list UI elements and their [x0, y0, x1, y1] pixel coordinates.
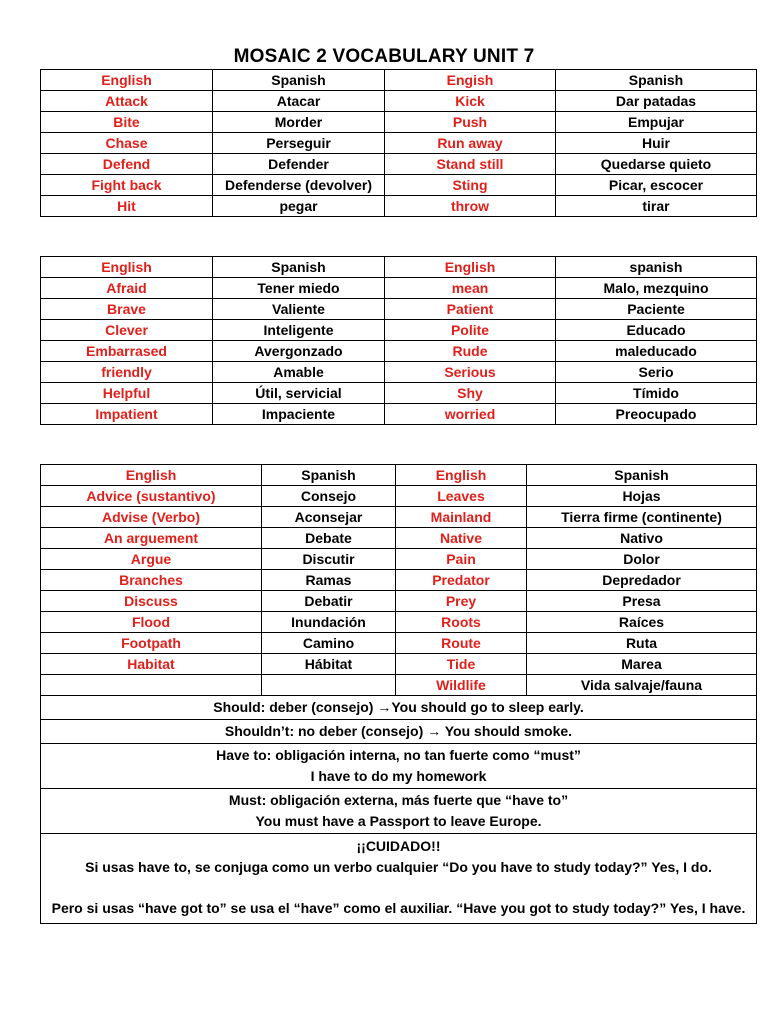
spanish-word: Útil, servicial: [213, 383, 385, 404]
english-word: Afraid: [41, 278, 213, 299]
table-row: [41, 633, 757, 654]
english-word: Leaves: [396, 486, 527, 507]
spanish-word: Empujar: [556, 112, 757, 133]
spanish-word: Hábitat: [262, 654, 396, 675]
english-word: Serious: [385, 362, 556, 383]
english-word: Roots: [396, 612, 527, 633]
spanish-word: Ruta: [527, 633, 757, 654]
spanish-word: Debatir: [262, 591, 396, 612]
spanish-word: Valiente: [213, 299, 385, 320]
spanish-word: Debate: [262, 528, 396, 549]
note-should: Should: deber (consejo) →You should go to sleep early.: [41, 696, 757, 720]
english-word: Polite: [385, 320, 556, 341]
english-word: Rude: [385, 341, 556, 362]
table-row: [41, 570, 757, 591]
header-english: English: [396, 465, 527, 486]
table-row: [41, 341, 757, 362]
spanish-word: Avergonzado: [213, 341, 385, 362]
table-row: [41, 362, 757, 383]
english-word: Clever: [41, 320, 213, 341]
note-have-to-example: I have to do my homework: [310, 768, 487, 784]
table-row: [41, 507, 757, 528]
header-english: English: [41, 70, 213, 91]
table-row: [41, 320, 757, 341]
english-word: Push: [385, 112, 556, 133]
spanish-word: Atacar: [213, 91, 385, 112]
english-word: Run away: [385, 133, 556, 154]
spanish-word: Picar, escocer: [556, 175, 757, 196]
note-must-example: You must have a Passport to leave Europe.: [255, 813, 542, 829]
table-header-row: [41, 70, 757, 91]
spanish-word: Morder: [213, 112, 385, 133]
header-english: Engish: [385, 70, 556, 91]
english-word: [41, 675, 262, 696]
spanish-word: Aconsejar: [262, 507, 396, 528]
spanish-word: Perseguir: [213, 133, 385, 154]
header-spanish: Spanish: [556, 70, 757, 91]
english-word: Brave: [41, 299, 213, 320]
spanish-word: Camino: [262, 633, 396, 654]
spanish-word: maleducado: [556, 341, 757, 362]
english-word: Patient: [385, 299, 556, 320]
note-row-have-to: [41, 744, 757, 789]
note-have-to: [41, 744, 757, 789]
spanish-word: Inteligente: [213, 320, 385, 341]
spanish-word: Raíces: [527, 612, 757, 633]
spanish-word: Tímido: [556, 383, 757, 404]
vocabulary-table-1: [40, 69, 757, 217]
spanish-word: Defender: [213, 154, 385, 175]
english-word: Habitat: [41, 654, 262, 675]
english-word: Sting: [385, 175, 556, 196]
spanish-word: Tener miedo: [213, 278, 385, 299]
caution-have-got-to: Pero si usas “have got to” se usa el “have” como el auxiliar. “Have you got to study today?” Yes, I have.: [51, 900, 746, 916]
spanish-word: Preocupado: [556, 404, 757, 425]
english-word: Wildlife: [396, 675, 527, 696]
spanish-word: Dolor: [527, 549, 757, 570]
english-word: friendly: [41, 362, 213, 383]
english-word: Tide: [396, 654, 527, 675]
spanish-word: pegar: [213, 196, 385, 217]
english-word: Hit: [41, 196, 213, 217]
spanish-word: Inundación: [262, 612, 396, 633]
note-caution: [41, 834, 757, 924]
english-word: Impatient: [41, 404, 213, 425]
english-word: Route: [396, 633, 527, 654]
note-must-rule: Must: obligación externa, más fuerte que “have to”: [228, 792, 569, 808]
spacer: [47, 878, 750, 898]
note-have-to-rule: Have to: obligación interna, no tan fuerte como “must”: [216, 747, 581, 763]
spanish-word: Vida salvaje/fauna: [527, 675, 757, 696]
english-word: Bite: [41, 112, 213, 133]
page-title: MOSAIC 2 VOCABULARY UNIT 7: [233, 46, 535, 67]
table-row: [41, 278, 757, 299]
english-word: mean: [385, 278, 556, 299]
spanish-word: Malo, mezquino: [556, 278, 757, 299]
english-word: Kick: [385, 91, 556, 112]
spanish-word: Defenderse (devolver): [213, 175, 385, 196]
english-word: Discuss: [41, 591, 262, 612]
spanish-word: [262, 675, 396, 696]
english-word: Pain: [396, 549, 527, 570]
spanish-word: Presa: [527, 591, 757, 612]
english-word: An arguement: [41, 528, 262, 549]
spanish-word: Quedarse quieto: [556, 154, 757, 175]
english-word: Helpful: [41, 383, 213, 404]
table-row: [41, 486, 757, 507]
table-row: [41, 591, 757, 612]
english-word: Advise (Verbo): [41, 507, 262, 528]
header-spanish: Spanish: [527, 465, 757, 486]
english-word: Mainland: [396, 507, 527, 528]
english-word: Defend: [41, 154, 213, 175]
english-word: Stand still: [385, 154, 556, 175]
spanish-word: Serio: [556, 362, 757, 383]
table-row: [41, 91, 757, 112]
table-row: [41, 549, 757, 570]
english-word: Embarrased: [41, 341, 213, 362]
spanish-word: Dar patadas: [556, 91, 757, 112]
header-spanish: Spanish: [213, 257, 385, 278]
english-word: Shy: [385, 383, 556, 404]
spanish-word: Huir: [556, 133, 757, 154]
english-word: Footpath: [41, 633, 262, 654]
english-word: worried: [385, 404, 556, 425]
table-row: [41, 654, 757, 675]
spanish-word: Nativo: [527, 528, 757, 549]
english-word: Advice (sustantivo): [41, 486, 262, 507]
english-word: Predator: [396, 570, 527, 591]
note-row-should: [41, 696, 757, 720]
table-header-row: [41, 465, 757, 486]
english-word: Prey: [396, 591, 527, 612]
header-english: English: [385, 257, 556, 278]
english-word: Branches: [41, 570, 262, 591]
english-word: throw: [385, 196, 556, 217]
vocabulary-table-3: [40, 464, 757, 924]
table-row: [41, 383, 757, 404]
spanish-word: Discutir: [262, 549, 396, 570]
spanish-word: Marea: [527, 654, 757, 675]
note-row-shouldnt: [41, 720, 757, 744]
spanish-word: Paciente: [556, 299, 757, 320]
header-spanish: Spanish: [262, 465, 396, 486]
table-row: [41, 675, 757, 696]
english-word: Fight back: [41, 175, 213, 196]
note-shouldnt: Shouldn’t: no deber (consejo) → You should smoke.: [41, 720, 757, 744]
note-row-must: [41, 789, 757, 834]
table-row: [41, 299, 757, 320]
note-must: [41, 789, 757, 834]
spanish-word: Amable: [213, 362, 385, 383]
table-row: [41, 404, 757, 425]
spanish-word: Ramas: [262, 570, 396, 591]
table-header-row: [41, 257, 757, 278]
english-word: Chase: [41, 133, 213, 154]
spanish-word: tirar: [556, 196, 757, 217]
vocabulary-table-2: [40, 256, 757, 425]
header-english: English: [41, 465, 262, 486]
table-row: [41, 112, 757, 133]
english-word: Argue: [41, 549, 262, 570]
english-word: Attack: [41, 91, 213, 112]
english-word: Native: [396, 528, 527, 549]
spanish-word: Hojas: [527, 486, 757, 507]
table-row: [41, 528, 757, 549]
spanish-word: Depredador: [527, 570, 757, 591]
header-spanish: spanish: [556, 257, 757, 278]
header-english: English: [41, 257, 213, 278]
table-row: [41, 612, 757, 633]
spanish-word: Educado: [556, 320, 757, 341]
spanish-word: Tierra firme (continente): [527, 507, 757, 528]
spanish-word: Impaciente: [213, 404, 385, 425]
header-spanish: Spanish: [213, 70, 385, 91]
note-row-caution: [41, 834, 757, 924]
table-row: [41, 175, 757, 196]
english-word: Flood: [41, 612, 262, 633]
caution-have-to: Si usas have to, se conjuga como un verbo cualquier “Do you have to study today?” Yes, I do.: [85, 859, 712, 875]
table-row: [41, 154, 757, 175]
caution-title: ¡¡CUIDADO!!: [356, 838, 441, 854]
spanish-word: Consejo: [262, 486, 396, 507]
table-row: [41, 196, 757, 217]
table-row: [41, 133, 757, 154]
